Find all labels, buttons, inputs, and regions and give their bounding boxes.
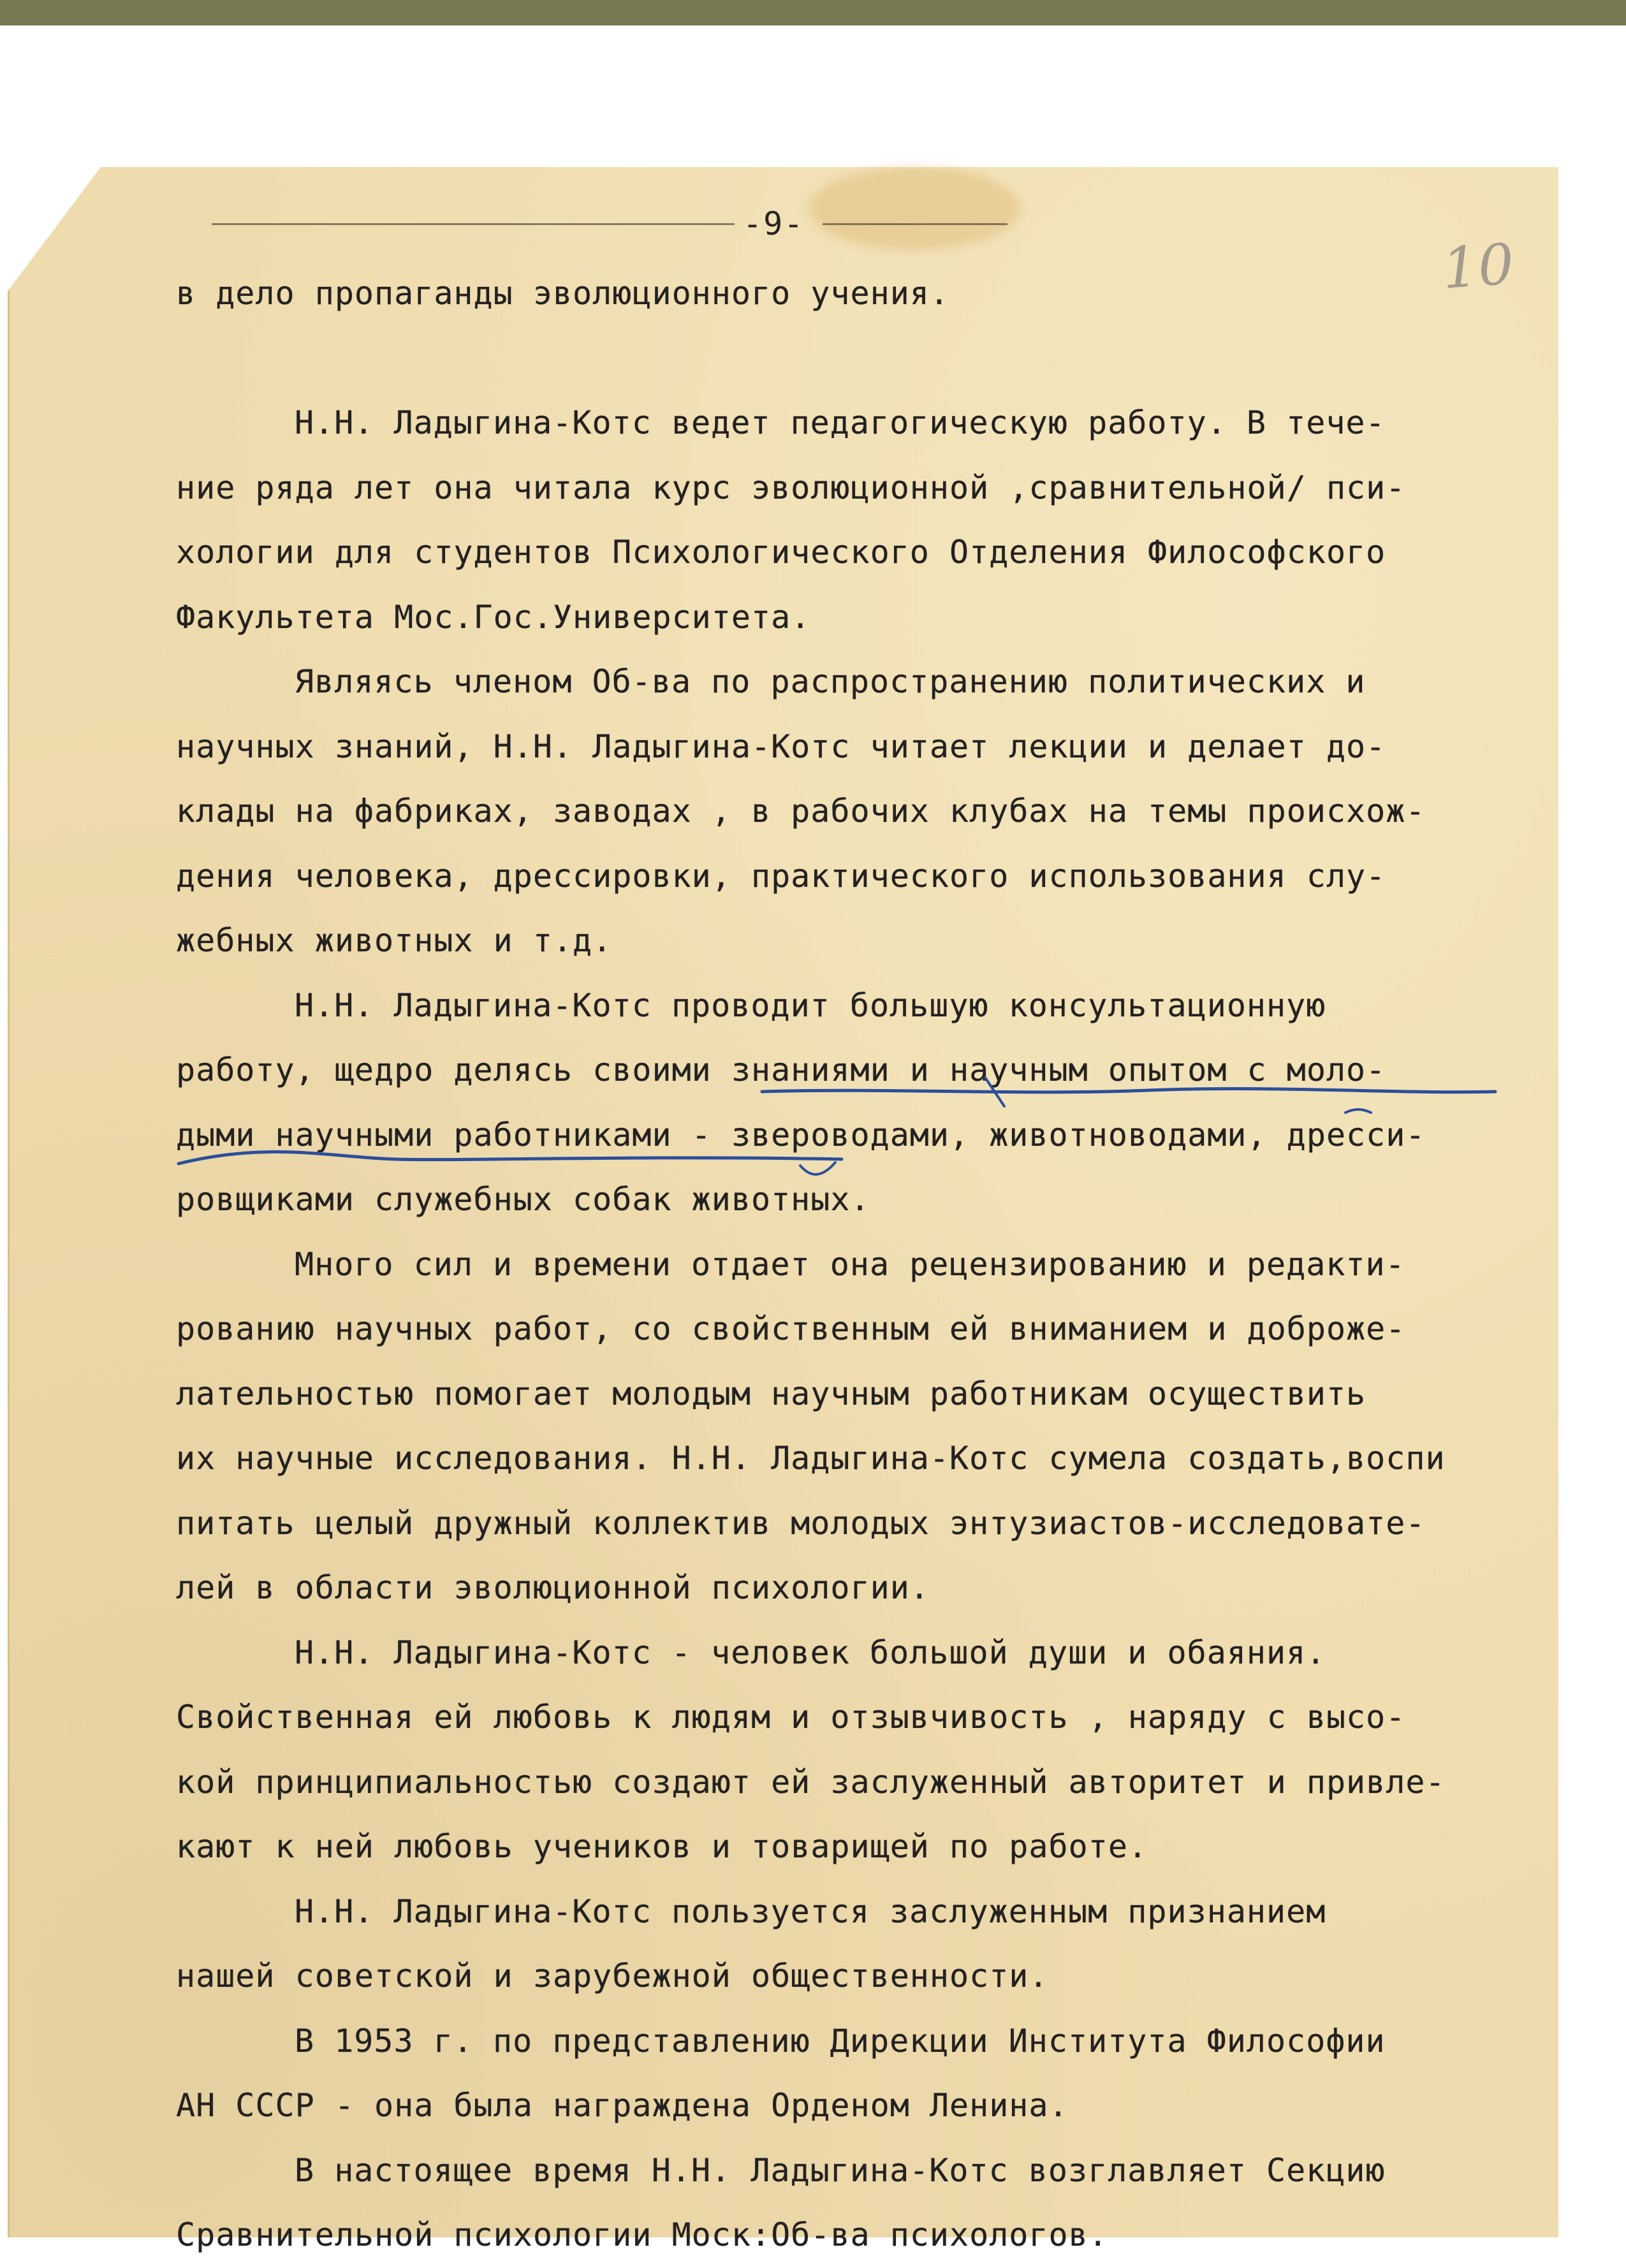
text-line: дыми научными работниками - звероводами, животноводами, дресси- — [176, 1116, 1426, 1153]
text-line: Н.Н. Ладыгина-Котс проводит большую консультационную — [295, 986, 1326, 1024]
text-line: Свойственная ей любовь к людям и отзывчивость , наряду с высо- — [176, 1699, 1406, 1736]
text-line: кой принципиальностью создают ей заслуженный авторитет и привле- — [176, 1763, 1446, 1801]
text-line: работу, щедро делясь своими знаниями и научным опытом с моло- — [176, 1051, 1386, 1088]
handwritten-page-mark: 10 — [1440, 231, 1516, 302]
text-line: ровщиками служебных собак животных. — [176, 1181, 870, 1218]
blank-line — [176, 326, 1534, 391]
text-line: дения человека, дрессировки, практического использования слу- — [176, 857, 1386, 895]
text-line: жебных животных и т.д. — [176, 922, 613, 959]
scanner-band — [0, 0, 1626, 26]
text-line: Сравнительной психологии Моск:Об-ва психологов. — [176, 2216, 1108, 2253]
text-line: питать целый дружный коллектив молодых энтузиастов-исследовате- — [176, 1504, 1426, 1542]
text-line: хологии для студентов Психологического Отделения Философского — [176, 534, 1386, 571]
text-line: их научные исследования. Н.Н. Ладыгина-Котс сумела создать,воспи — [176, 1440, 1446, 1477]
document-body — [176, 261, 1534, 2268]
text-line: В 1953 г. по представлению Дирекции Института Философии — [295, 2022, 1386, 2059]
text-line: АН СССР - она была награждена Орденом Ленина. — [176, 2087, 1069, 2124]
text-line: лательностью помогает молодым научным работникам осуществить — [176, 1375, 1366, 1412]
text-line: Являясь членом Об-ва по распространению политических и — [295, 663, 1366, 700]
text-line: рованию научных работ, со свойственным ей вниманием и доброже- — [176, 1310, 1406, 1347]
text-line: клады на фабриках, заводах , в рабочих клубах на темы происхож- — [176, 793, 1426, 830]
text-line: ние ряда лет она читала курс эволюционной ,сравнительной/ пси- — [176, 469, 1406, 506]
text-line: нашей советской и зарубежной общественности. — [176, 1957, 1049, 1994]
page-number-underline-right — [823, 223, 1007, 225]
text-line: Много сил и времени отдает она рецензированию и редакти- — [295, 1245, 1405, 1283]
text-line: научных знаний, Н.Н. Ладыгина-Котс читает лекции и делает до- — [176, 728, 1386, 765]
page-number-underline-left — [212, 223, 735, 225]
text-line: Факультета Мос.Гос.Университета. — [176, 598, 811, 636]
text-line: Н.Н. Ладыгина-Котс - человек большой души и обаяния. — [295, 1634, 1326, 1671]
text-line: лей в области эволюционной психологии. — [176, 1569, 930, 1606]
text-line: кают к ней любовь учеников и товарищей по работе. — [176, 1828, 1148, 1865]
page-number: -9- — [743, 205, 805, 242]
text-line: В настоящее время Н.Н. Ладыгина-Котс возглавляет Секцию — [295, 2151, 1386, 2189]
paper-stain — [810, 167, 1020, 250]
text-line: Н.Н. Ладыгина-Котс пользуется заслуженным признанием — [295, 1892, 1326, 1930]
text-line: Н.Н. Ладыгина-Котс ведет педагогическую работу. В тече- — [295, 404, 1386, 441]
text-line: в дело пропаганды эволюционного учения. — [176, 275, 949, 312]
